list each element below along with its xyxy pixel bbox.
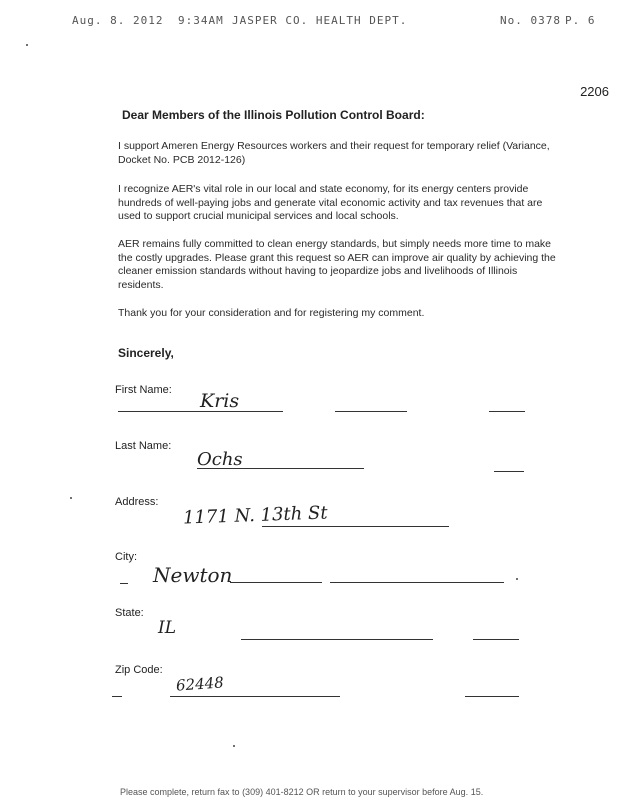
state-field[interactable]: IL — [158, 618, 177, 638]
zip-code-underline — [170, 696, 340, 697]
last-name-field[interactable]: Ochs — [197, 449, 243, 470]
last-name-underline — [197, 468, 364, 469]
first-name-label: First Name: — [115, 384, 172, 396]
form-line — [112, 696, 122, 697]
address-label: Address: — [115, 496, 159, 508]
city-underline — [230, 582, 322, 583]
address-underline — [262, 526, 449, 527]
paragraph-support: I support Ameren Energy Resources workers and their request for temporary relief (Variance, Docket No. PCB 2012-126) — [118, 140, 550, 166]
fax-speck — [516, 578, 518, 580]
fax-page: P. 6 — [565, 14, 596, 27]
form-line — [473, 639, 519, 640]
form-line — [335, 411, 407, 412]
form-line — [465, 696, 519, 697]
fax-date: Aug. 8. 2012 — [72, 14, 164, 27]
fax-speck — [26, 44, 28, 46]
state-underline — [241, 639, 433, 640]
city-label: City: — [115, 551, 137, 563]
letter-greeting: Dear Members of the Illinois Pollution Control Board: — [122, 108, 425, 122]
form-line — [489, 411, 525, 412]
paragraph-role: I recognize AER's vital role in our local and state economy, for its energy centers provide hundreds of well-paying jobs and generate vital economic activity and tax revenues that are used to support crucial municipal services and local schools. — [118, 183, 543, 223]
fax-time: 9:34AM — [178, 14, 224, 27]
form-line — [330, 582, 504, 583]
zip-code-label: Zip Code: — [115, 664, 163, 676]
page-number: 2206 — [580, 84, 609, 99]
city-field[interactable]: Newton — [153, 563, 233, 587]
fax-number: No. 0378 — [500, 14, 561, 27]
fax-speck — [233, 745, 235, 747]
address-field[interactable]: 1171 N. 13th St — [182, 502, 328, 529]
first-name-field[interactable]: Kris — [200, 390, 240, 412]
first-name-underline — [118, 411, 283, 412]
last-name-label: Last Name: — [115, 440, 172, 452]
footer-instructions: Please complete, return fax to (309) 401-8212 OR return to your supervisor before Aug. 15. — [120, 787, 484, 797]
paragraph-thanks: Thank you for your consideration and for registering my comment. — [118, 307, 425, 319]
zip-code-field[interactable]: 62448 — [175, 673, 225, 695]
paragraph-commitment: AER remains fully committed to clean energy standards, but simply needs more time to make the costly upgrades. Please grant this request so AER can improve air quality by achieving the cleaner emission standards without having to jeopardize jobs and livelihoods of Illinois residents. — [118, 238, 556, 291]
form-line — [120, 583, 128, 584]
form-line — [494, 471, 524, 472]
fax-speck — [70, 497, 72, 499]
state-label: State: — [115, 607, 144, 619]
letter-closing: Sincerely, — [118, 346, 174, 360]
fax-sender: JASPER CO. HEALTH DEPT. — [232, 14, 408, 27]
